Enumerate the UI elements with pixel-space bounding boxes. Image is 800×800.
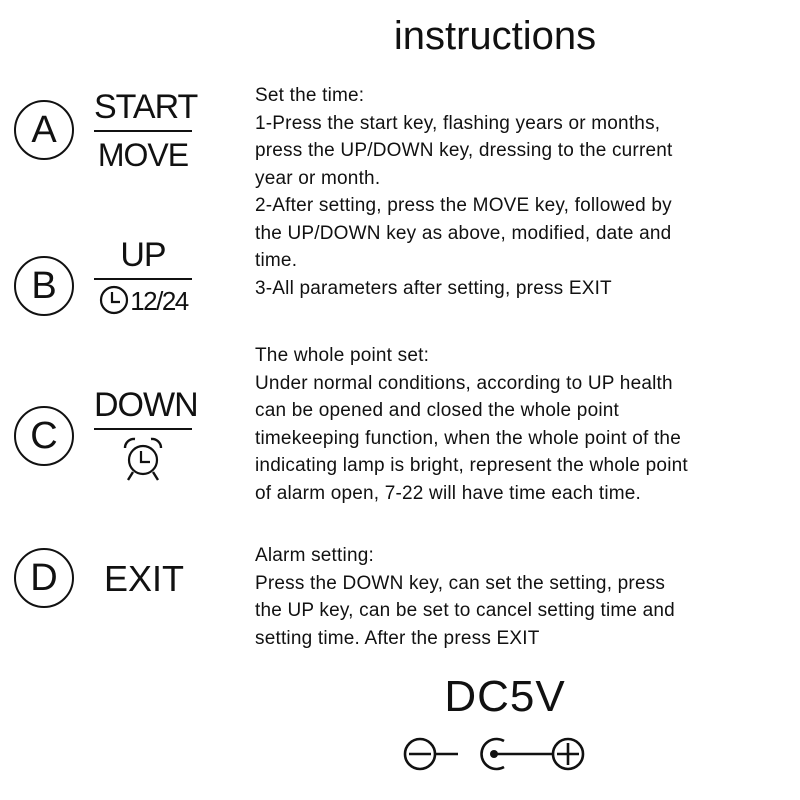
key-d-badge: D bbox=[14, 548, 74, 608]
key-b-bottom bbox=[94, 284, 192, 316]
key-a-fraction bbox=[94, 88, 198, 174]
key-a-bottom-label: MOVE bbox=[97, 137, 189, 173]
section-heading: Set the time: bbox=[255, 85, 365, 106]
text-line: Press the DOWN key, can set the setting, press bbox=[255, 572, 666, 594]
text-line: 1-Press the start key, flashing years or months, bbox=[255, 112, 661, 134]
text-line: of alarm open, 7-22 will have time each time. bbox=[255, 482, 642, 504]
text-line: can be opened and closed the whole point bbox=[255, 400, 619, 421]
fraction-bar bbox=[94, 130, 192, 132]
key-c-badge: C bbox=[14, 406, 74, 466]
dc-polarity-icon bbox=[400, 730, 600, 780]
text-line: the UP key, can be set to cancel setting time and bbox=[255, 600, 675, 621]
text-line: Under normal conditions, according to UP health bbox=[255, 372, 673, 394]
key-c-bottom bbox=[94, 434, 192, 482]
text-line: year or month. bbox=[255, 167, 381, 189]
key-a-top-label: START bbox=[94, 88, 198, 126]
page-title: instructions bbox=[393, 14, 597, 58]
key-c-legend bbox=[14, 386, 198, 490]
key-d-legend bbox=[14, 548, 194, 612]
text-line: time. bbox=[255, 250, 298, 271]
set-time-section bbox=[255, 82, 785, 302]
fraction-bar bbox=[94, 278, 192, 280]
text-line: setting time. After the press EXIT bbox=[255, 627, 540, 649]
whole-point-section bbox=[255, 342, 785, 507]
key-b-top-label: UP bbox=[120, 236, 166, 274]
key-a-legend bbox=[14, 88, 198, 178]
key-b-fraction bbox=[94, 236, 192, 316]
text-line: press the UP/DOWN key, dressing to the current bbox=[255, 140, 673, 161]
key-c-top-label: DOWN bbox=[94, 386, 198, 424]
key-b-badge: B bbox=[14, 256, 74, 316]
power-label: DC5V bbox=[444, 672, 566, 721]
clock-icon bbox=[98, 284, 130, 316]
alarm-section bbox=[255, 542, 785, 652]
fraction-bar bbox=[94, 428, 192, 430]
key-d-label: EXIT bbox=[104, 558, 185, 599]
section-heading: The whole point set: bbox=[255, 345, 430, 366]
alarm-clock-icon bbox=[121, 434, 165, 482]
text-line: the UP/DOWN key as above, modified, date and bbox=[255, 222, 672, 244]
text-line: timekeeping function, when the whole point of the bbox=[255, 427, 681, 449]
text-line: 3-All parameters after setting, press EXIT bbox=[255, 277, 612, 299]
text-line: 2-After setting, press the MOVE key, followed by bbox=[255, 195, 672, 216]
text-line: indicating lamp is bright, represent the whole point bbox=[255, 455, 688, 476]
key-a-badge: A bbox=[14, 100, 74, 160]
section-heading: Alarm setting: bbox=[255, 545, 374, 566]
key-c-fraction bbox=[94, 386, 198, 482]
key-b-bottom-text: 12/24 bbox=[130, 286, 188, 316]
key-b-legend bbox=[14, 236, 194, 336]
